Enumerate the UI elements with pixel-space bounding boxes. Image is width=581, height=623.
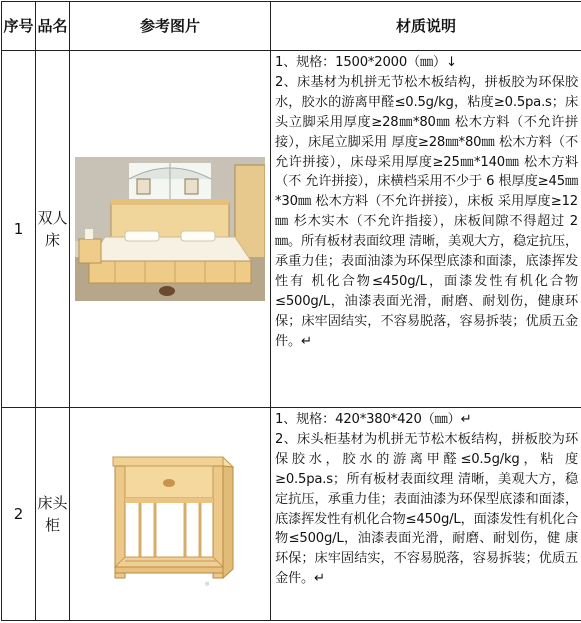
svg-text:◎: ◎ <box>205 581 210 587</box>
row-description-text: 1、规格：1500*2000（㎜）↓ 2、床基材为机拼无节松木板结构，拼板胶为环保胶水，胶水的游离甲醛≤0.5g/kg，粘度≥0.5pa.s；床头立脚采用厚度≥28㎜*80㎜ 松木方料（不允许拼接），床尾立脚采用 厚度≥28㎜*80㎜ 松木方料（不允许拼接），床母采用厚度≥25㎜*140㎜ 松木方料（不 允许拼接），床横档采用不少于 6 根厚度≥45㎜*30㎜ 松木方料（不允许拼接），床板 采用厚度≥12㎜ 杉木实木（不允许指接），床板间隙不得超过 2㎜。所有板材表面纹理 清晰，美观大方，稳定抗压，承重力佳；表面油漆为环保型底漆和面漆，底漆挥发性有 机化合物≤450g/L，面漆发性有机化合物≤500g/L，油漆表面光滑，耐磨、耐划伤，健康环保；床牢固结实，不容易脱落，容易拆装；优质五金件。↵ <box>275 55 578 349</box>
row-index: 1 <box>2 51 36 408</box>
table-row <box>2 51 581 408</box>
row-index: 2 <box>2 408 36 621</box>
row-description <box>271 51 581 408</box>
table-row <box>2 408 581 621</box>
row-name: 双人床 <box>36 51 70 408</box>
header-picture: 参考图片 <box>70 2 271 51</box>
header-index: 序号 <box>2 2 36 51</box>
nightstand-photo <box>70 408 271 621</box>
bed-photo <box>70 51 271 408</box>
table-header-row <box>2 2 581 51</box>
header-name: 品名 <box>36 2 70 51</box>
bed-photo-icon <box>75 157 265 301</box>
spec-table <box>1 1 581 621</box>
header-description: 材质说明 <box>271 2 581 51</box>
nightstand-photo-icon <box>95 439 245 589</box>
row-description-text: 1、规格：420*380*420（㎜）↵ 2、床头柜基材为机拼无节松木板结构，拼板胶为环保胶水，胶水的游离甲醛≤0.5g/kg，粘 度≥0.5pa.s；所有板材表面纹理 清晰，美观大方，稳定抗压，承重力佳；表面油漆为环保型底漆和面漆，底漆挥发性有机化合物≤450g/L，面漆发性有机化合物≤500g/L，油漆表面光滑，耐磨、耐划伤，健 康环保；床牢固结实，不容易脱落，容易拆装；优质五金件。↵ <box>275 412 578 587</box>
row-description <box>271 408 581 621</box>
row-name: 床头柜 <box>36 408 70 621</box>
